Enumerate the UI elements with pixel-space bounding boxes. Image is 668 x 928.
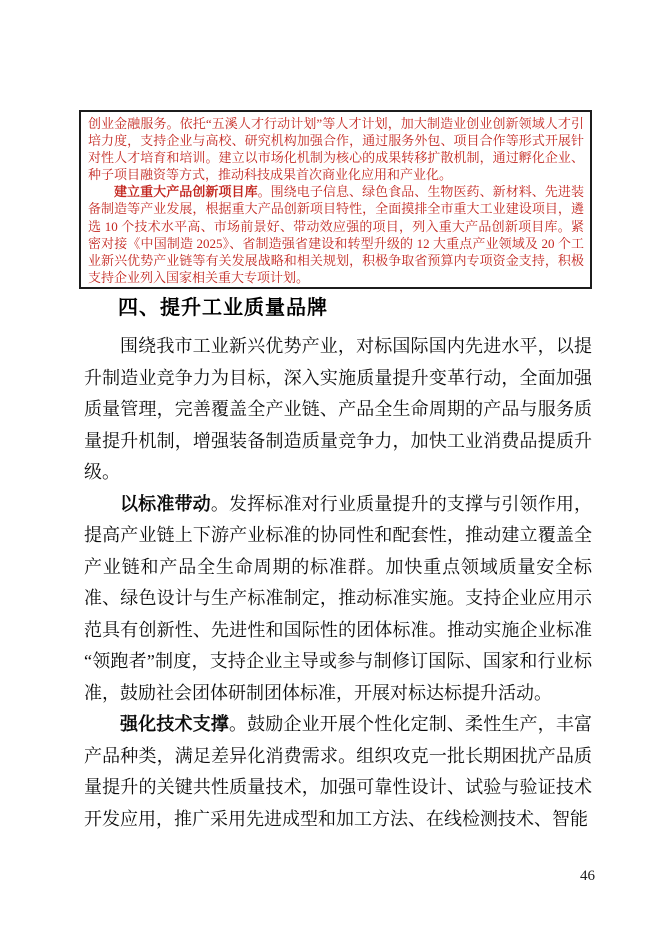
body-paragraph-lead: 强化技术支撑 (120, 714, 229, 734)
body-paragraph (84, 709, 592, 835)
section-heading: 四、提升工业质量品牌 (118, 297, 328, 319)
body-paragraph-lead: 以标准带动 (120, 493, 211, 514)
page-number: 46 (580, 868, 595, 884)
box-paragraph-text: 。围绕电子信息、绿色食品、生物医药、新材料、先进装备制造等产业发展，根据重大产品创新项目特性，全面摸排全市重大工业建设项目，遴选 10 个技术水平高、市场前景好、带动效应强的项目，列入重大产品创新项目库。紧密对接《中国制造 2025》、省制造强省建设和转型升级的 12 大重点产业领域及 20 个工业新兴优势产业链等有关发展战略和相关规划，积极争取省预算内专项资金支持，积极支持企业列入国家相关重大专项计划。 (88, 184, 584, 285)
main-content (84, 293, 592, 835)
highlight-box (79, 110, 592, 289)
box-paragraph (88, 183, 584, 286)
body-paragraph-text: 。鼓励企业开展个性化定制、柔性生产，丰富产品种类，满足差异化消费需求。组织攻克一批长期困扰产品质量提升的关键共性质量技术，加强可靠性设计、试验与验证技术开发应用，推广采用先进成型和加工方法、在线检测技术、智能 (84, 714, 593, 829)
body-paragraph-text: 围绕我市工业新兴优势产业，对标国际国内先进水平，以提升制造业竞争力为目标，深入实施质量提升变革行动，全面加强质量管理，完善覆盖全产业链、产品全生命周期的产品与服务质量提升机制，增强装备制造质量竞争力，加快工业消费品提质升级。 (84, 336, 592, 482)
body-paragraph (84, 331, 592, 489)
body-paragraph (84, 489, 592, 710)
box-paragraph (88, 115, 584, 183)
body-paragraph-text: 。发挥标准对行业质量提升的支撑与引领作用，提高产业链上下游产业标准的协同性和配套性，推动建立覆盖全产业链和产品全生命周期的标准群。加快重点领域质量安全标准、绿色设计与生产标准制定，推动标准实施。支持企业应用示范具有创新性、先进性和国际性的团体标准。推动实施企业标准“领跑者”制度，支持企业主导或参与制修订国际、国家和行业标准，鼓励社会团体研制团体标准，开展对标达标提升活动。 (84, 493, 593, 703)
box-paragraph-text: 创业金融服务。依托“五溪人才行动计划”等人才计划，加大制造业创业创新领域人才引培力度，支持企业与高校、研究机构加强合作，通过服务外包、项目合作等形式开展针对性人才培育和培训。建立以市场化机制为核心的成果转移扩散机制，通过孵化企业、种子项目融资等方式，推动科技成果首次商业化应用和产业化。 (88, 116, 584, 183)
box-paragraph-lead: 建立重大产品创新项目库 (114, 184, 258, 200)
